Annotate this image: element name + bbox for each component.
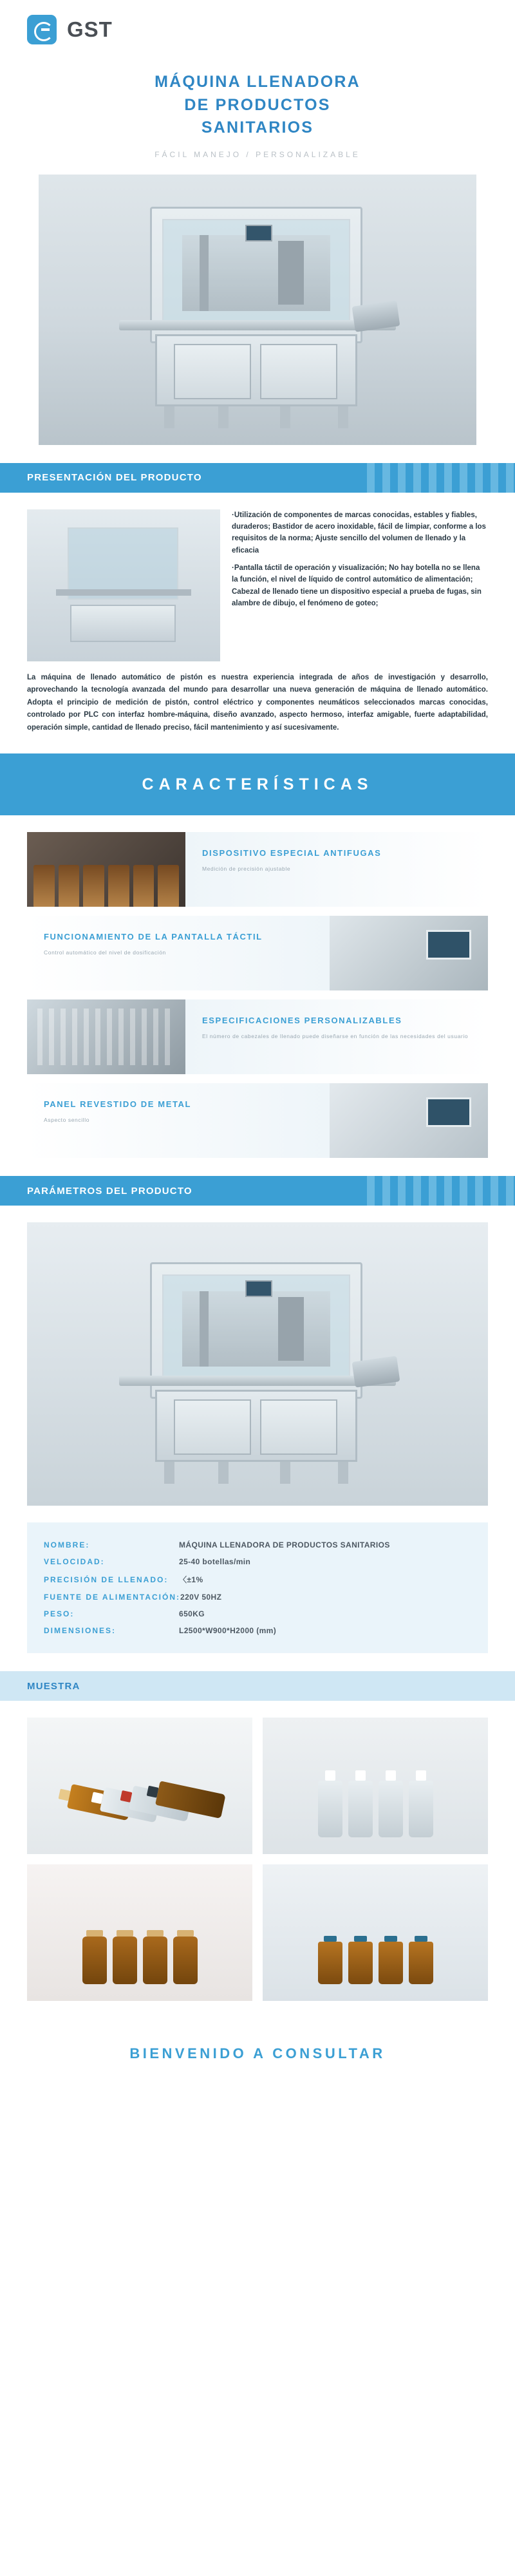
bottle-clear: [409, 1770, 433, 1837]
vial-amber: [318, 1936, 342, 1984]
footer-text: BIENVENIDO A CONSULTAR: [129, 2045, 386, 2062]
feature-desc: Control automático del nivel de dosificación: [44, 949, 166, 956]
bottle-clear: [318, 1770, 342, 1837]
feature-desc: Medición de precisión ajustable: [202, 866, 291, 873]
presentation-photo: [27, 509, 220, 661]
section-title-presentation: PRESENTACIÓN DEL PRODUCTO: [27, 472, 202, 483]
features-list: [0, 815, 515, 1158]
section-title-parameters: PARÁMETROS DEL PRODUCTO: [27, 1185, 192, 1197]
param-key: FUENTE DE ALIMENTACIÓN:: [44, 1593, 180, 1602]
presentation-paragraph: La máquina de llenado automático de pistón es nuestra experiencia integrada de años de investigación y desarrollo, aprovechando la tecnología avanzada del mundo para desarrollar una nueva generación de máquina de llenado automático. Adopta el principio de medición de pistón, control eléctrico y componentes neumáticos seleccionados marcas conocidas, controlado por PLC con interfaz hombre-máquina, diseño avanzado, aspecto hermoso, interfaz amigable, fuerte adaptabilidad, operación simple, cantidad de llenado preciso, fácil mantenimiento y así sucesivamente.: [27, 673, 488, 732]
param-key: PESO:: [44, 1609, 75, 1619]
machine-illustration: [119, 207, 396, 428]
param-key: DIMENSIONES:: [44, 1626, 117, 1636]
page-title: [39, 71, 476, 140]
gst-circle-logo-icon: [27, 15, 57, 44]
feature-image-custom-specs: [27, 999, 185, 1074]
machine-touch-panel-icon: [245, 1280, 272, 1297]
page-title-line-1: MÁQUINA LLENADORA: [154, 73, 360, 91]
bottle-clear: [348, 1770, 373, 1837]
feature-image-leakproof: [27, 832, 185, 907]
jar-amber: [113, 1930, 137, 1984]
touchscreen-icon: [426, 930, 471, 960]
presentation-bullets: [232, 509, 488, 661]
feature-image-metal-panel: [330, 1083, 488, 1158]
param-value: L2500*W900*H2000 (mm): [179, 1626, 277, 1636]
table-row: [44, 1605, 471, 1622]
feature-text: [185, 832, 488, 907]
presentation-bullet-1: ·Utilización de componentes de marcas conocidas, estables y fiables, duraderos; Bastidor de acero inoxidable, fácil de limpiar, conforme a los requisitos de la norma; Ajuste sencillo del volumen de llenado y la eficacia: [232, 511, 486, 554]
presentation-bullet-2: ·Pantalla táctil de operación y visualización; No hay botella no se llena la función, el nivel de líquido de control automático de alimentación; Cabezal de llenado tiene un dispositivo especial a prueba de fugas, sin alambre de dibujo, el fenómeno de goteo;: [232, 564, 482, 608]
section-header-features: [0, 753, 515, 815]
vial-amber: [348, 1936, 373, 1984]
feature-image-touchscreen: [330, 916, 488, 990]
machine-internals: [182, 235, 330, 311]
machine-door-right: [260, 344, 337, 399]
feature-desc: Aspecto sencillo: [44, 1117, 90, 1124]
machine-door-left: [174, 344, 251, 399]
brand-header: [0, 0, 515, 59]
metal-panel-icon: [426, 1097, 471, 1127]
parameters-table: [27, 1522, 488, 1653]
presentation-block: [0, 493, 515, 661]
filling-heads-decoration: [37, 1009, 175, 1065]
feature-row: [27, 832, 488, 907]
section-header-presentation: [0, 463, 515, 493]
feature-row: [27, 999, 488, 1074]
feature-title: FUNCIONAMIENTO DE LA PANTALLA TÁCTIL: [44, 932, 263, 942]
sample-photo-2: [263, 1718, 488, 1854]
table-row: [44, 1622, 471, 1639]
feature-text: [27, 916, 330, 990]
table-row: [44, 1589, 471, 1605]
section-header-parameters: [0, 1176, 515, 1206]
sample-photo-1: [27, 1718, 252, 1854]
hero-title-block: [0, 59, 515, 164]
param-value: 650KG: [179, 1609, 205, 1619]
feature-row: [27, 916, 488, 990]
feature-row: [27, 1083, 488, 1158]
section-title-features: CARACTERÍSTICAS: [142, 775, 373, 793]
bottle-row-decoration: [27, 855, 185, 907]
brand-name: GST: [67, 17, 113, 41]
feature-text: [27, 1083, 330, 1158]
machine-thumbnail-illustration: [56, 527, 191, 650]
machine-touch-panel-icon: [245, 225, 272, 242]
jar-amber: [173, 1930, 198, 1984]
param-value: 25-40 botellas/min: [179, 1557, 251, 1567]
hero-machine-photo: [39, 175, 476, 445]
bottle-clear: [379, 1770, 403, 1837]
param-value: 〈±1%: [179, 1575, 203, 1585]
machine-base: [155, 1390, 357, 1462]
feature-title: ESPECIFICACIONES PERSONALIZABLES: [202, 1016, 402, 1026]
machine-illustration: [119, 1262, 396, 1484]
stripe-decoration: [367, 1176, 515, 1206]
vial-amber: [409, 1936, 433, 1984]
section-header-sample: [0, 1671, 515, 1701]
vial-amber: [379, 1936, 403, 1984]
stripe-decoration: [367, 463, 515, 493]
machine-internals: [182, 1291, 330, 1367]
thumb-conveyor: [56, 589, 191, 596]
hero-subtitle: FÁCIL MANEJO / PERSONALIZABLE: [154, 149, 360, 159]
page-title-line-2: DE PRODUCTOS: [184, 95, 331, 114]
jar-amber: [143, 1930, 167, 1984]
sample-photo-3: [27, 1864, 252, 2001]
table-row: [44, 1570, 471, 1589]
feature-text: [185, 999, 488, 1074]
page-title-line-3: SANITARIOS: [201, 118, 314, 137]
machine-legs: [164, 406, 348, 428]
machine-door-left: [174, 1399, 251, 1455]
feature-title: DISPOSITIVO ESPECIAL ANTIFUGAS: [202, 848, 382, 858]
machine-legs: [164, 1462, 348, 1484]
sample-photo-4: [263, 1864, 488, 2001]
machine-base: [155, 334, 357, 406]
parameters-machine-photo: [27, 1222, 488, 1506]
section-title-sample: MUESTRA: [27, 1680, 80, 1692]
table-row: [44, 1537, 471, 1553]
thumb-base: [70, 605, 176, 642]
jar-amber: [82, 1930, 107, 1984]
footer: [0, 2023, 515, 2085]
table-row: [44, 1553, 471, 1570]
feature-title: PANEL REVESTIDO DE METAL: [44, 1099, 192, 1110]
feature-desc: El número de cabezales de llenado puede diseñarse en función de las necesidades del usuario: [202, 1033, 469, 1040]
param-value: MÁQUINA LLENADORA DE PRODUCTOS SANITARIOS: [179, 1540, 390, 1550]
param-key: NOMBRE:: [44, 1540, 90, 1550]
param-value: 220V 50HZ: [180, 1593, 222, 1602]
sample-gallery: [0, 1701, 515, 2001]
param-key: PRECISIÓN DE LLENADO:: [44, 1575, 169, 1585]
machine-door-right: [260, 1399, 337, 1455]
param-key: VELOCIDAD:: [44, 1557, 105, 1567]
